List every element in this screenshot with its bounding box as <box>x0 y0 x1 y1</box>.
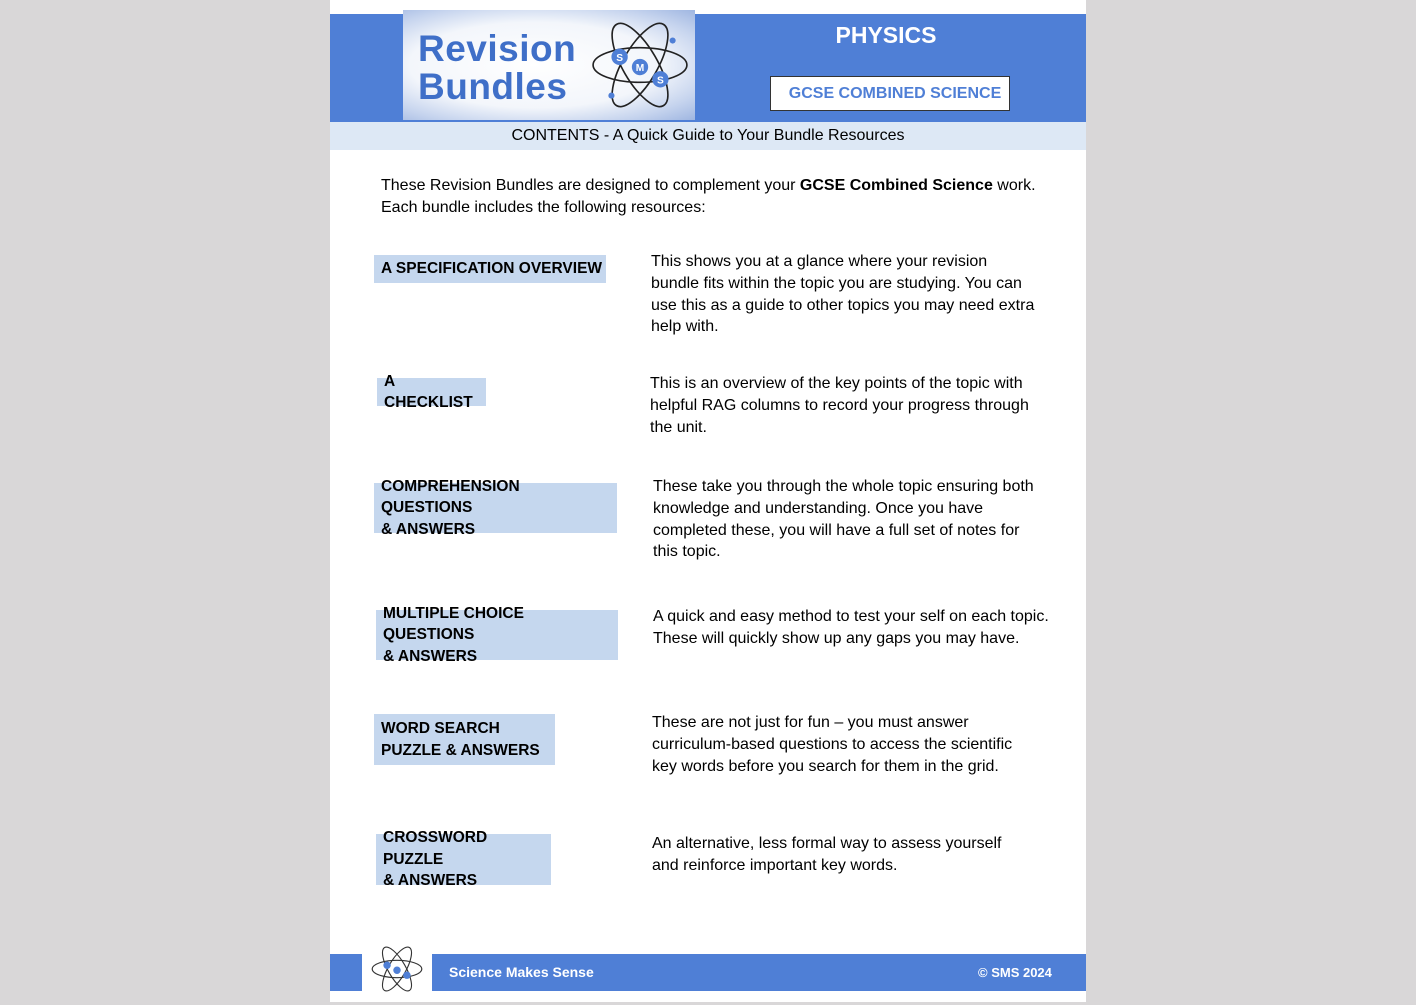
footer-band <box>330 954 1086 991</box>
intro-paragraph <box>381 175 1061 219</box>
intro-line-2: Each bundle includes the following resources: <box>381 199 706 216</box>
resource-description-word-search: These are not just for fun – you must answer curriculum-based questions to access the scientific key words before you search for them in the grid. <box>652 714 1013 775</box>
atom-icon <box>589 14 691 116</box>
badge-letter: S <box>657 75 664 87</box>
footer-tagline: Science Makes Sense <box>449 964 594 980</box>
intro-bold: GCSE Combined Science <box>799 177 993 194</box>
intro-text-end: work. <box>992 177 1036 194</box>
badge-letter: M <box>635 63 645 75</box>
resource-description-comprehension: These take you through the whole topic ensuring both knowledge and understanding. Once you have completed these, you will have a full set of notes for this topic. <box>653 478 1034 561</box>
resource-description-multiple-choice: A quick and easy method to test your self on each topic. These will quickly show up any gaps you may have. <box>653 608 1049 647</box>
resource-label-specification: A SPECIFICATION OVERVIEW <box>374 255 606 283</box>
intro-text: These Revision Bundles are designed to complement your <box>381 177 800 194</box>
resource-label-multiple-choice: MULTIPLE CHOICE QUESTIONS & ANSWERS <box>376 610 618 660</box>
footer-logo <box>362 938 432 1000</box>
resource-label-comprehension: COMPREHENSION QUESTIONS & ANSWERS <box>374 483 617 533</box>
revision-bundles-logo <box>403 10 695 120</box>
resource-label-checklist: A CHECKLIST <box>377 378 486 406</box>
logo-line-1: Revision <box>418 28 577 69</box>
badge-letter: S <box>616 52 623 64</box>
resource-label-word-search: WORD SEARCH PUZZLE & ANSWERS <box>374 714 555 765</box>
resource-label-crossword: CROSSWORD PUZZLE & ANSWERS <box>376 834 551 885</box>
logo-line-2: Bundles <box>418 66 568 107</box>
resource-description-crossword: An alternative, less formal way to assess yourself and reinforce important key words. <box>652 835 1002 874</box>
course-badge: GCSE COMBINED SCIENCE <box>770 76 1010 111</box>
resource-description-checklist: This is an overview of the key points of the topic with helpful RAG columns to record your progress through the unit. <box>650 375 1029 436</box>
footer-atom-icon <box>362 938 432 1000</box>
resource-description-specification: This shows you at a glance where your revision bundle fits within the topic you are studying. You can use this as a guide to other topics you may need extra help with. <box>651 253 1035 336</box>
document-page <box>330 0 1086 1002</box>
subject-title: PHYSICS <box>835 22 937 48</box>
contents-title: CONTENTS - A Quick Guide to Your Bundle Resources <box>330 122 1086 150</box>
footer-copyright: © SMS 2024 <box>978 965 1052 980</box>
logo-wordmark <box>418 30 576 106</box>
